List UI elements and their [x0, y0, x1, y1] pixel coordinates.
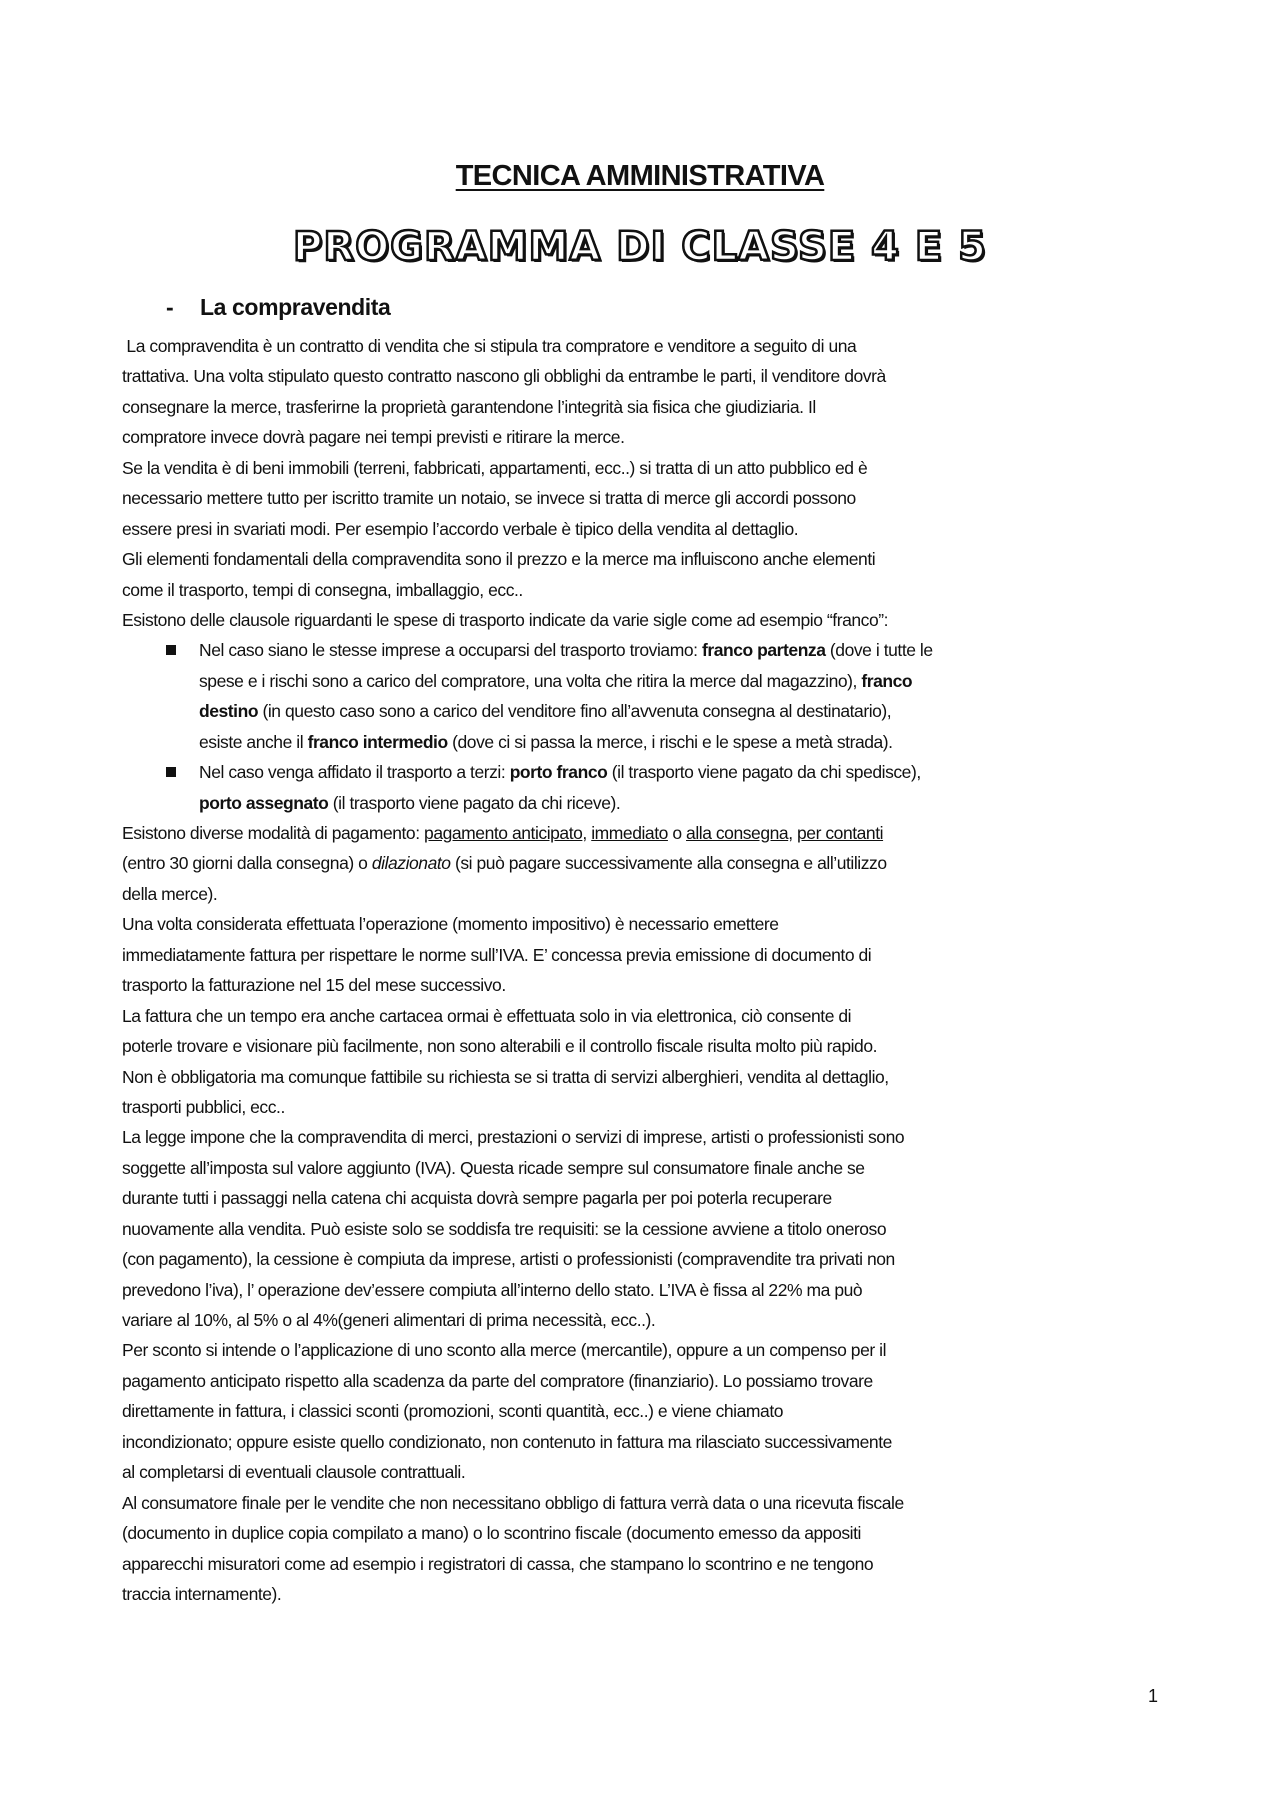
text-line — [122, 1214, 1167, 1244]
text-line — [122, 1518, 1167, 1548]
underlined-term: alla consegna — [686, 823, 789, 843]
text-segment: immediatamente fattura per rispettare le norme sull’IVA. E’ concessa previa emissione di documento di — [122, 944, 872, 965]
text-line — [122, 1549, 1167, 1579]
text-line — [122, 1427, 1167, 1457]
text-line — [122, 575, 1167, 605]
heading-dash: - — [166, 294, 174, 320]
text-segment: necessario mettere tutto per iscritto tramite un notaio, se invece si tratta di merce gli accordi possono — [122, 488, 856, 509]
text-line — [122, 392, 1167, 422]
underlined-term: per contanti — [797, 823, 884, 843]
text-line — [122, 696, 1167, 726]
text-segment: apparecchi misuratori come ad esempio i registratori di cassa, che stampano lo scontrino e ne tengono — [122, 1553, 874, 1574]
underlined-term: pagamento anticipato — [424, 823, 583, 843]
text-segment: La compravendita è un contratto di vendita che si stipula tra compratore e venditore a seguito di una — [122, 336, 857, 356]
text-segment: al completarsi di eventuali clausole contrattuali. — [122, 1462, 466, 1483]
text-segment: consegnare la merce, trasferirne la proprietà garantendone l’integrità sia fisica che giudiziaria. Il — [122, 396, 816, 417]
text-line — [122, 970, 1167, 1000]
text-segment: La legge impone che la compravendita di merci, prestazioni o servizi di imprese, artisti o professionisti sono — [122, 1127, 905, 1148]
text-line — [122, 331, 1167, 361]
text-line — [122, 1062, 1167, 1092]
text-segment: (dove i tutte le — [825, 640, 933, 661]
bullet-item-line — [122, 757, 1167, 787]
text-segment: Una volta considerata effettuata l’operazione (momento impositivo) è necessario emettere — [122, 914, 779, 935]
text-line — [122, 1457, 1167, 1487]
text-line — [122, 1488, 1167, 1518]
text-segment: (in questo caso sono a carico del venditore fino all’avvenuta consegna al destinatario), — [258, 701, 892, 722]
underlined-term: immediato — [591, 823, 668, 843]
text-segment: della merce). — [122, 883, 218, 904]
square-bullet-icon — [166, 645, 176, 655]
bullet-item-line — [122, 635, 1167, 665]
text-segment: (con pagamento), la cessione è compiuta da imprese, artisti o professionisti (compravendite tra privati non — [122, 1249, 895, 1270]
text-segment: Esistono diverse modalità di pagamento: — [122, 823, 425, 843]
text-line — [122, 1031, 1167, 1061]
text-segment: , — [582, 823, 592, 843]
text-segment: , — [788, 823, 798, 843]
text-segment: poterle trovare e visionare più facilmente, non sono alterabili e il controllo fiscale risulta molto più rapido. — [122, 1036, 878, 1057]
text-segment: Al consumatore finale per le vendite che non necessitano obbligo di fattura verrà data o una ricevuta fiscale — [122, 1492, 904, 1513]
text-line — [122, 1153, 1167, 1183]
document-title: TECNICA AMMINISTRATIVA — [455, 160, 825, 192]
text-segment: direttamente in fattura, i classici sconti (promozioni, sconti quantità, ecc..) e viene chiamato — [122, 1401, 784, 1422]
text-line — [122, 1092, 1167, 1122]
text-line — [122, 1122, 1167, 1152]
text-segment: (entro 30 giorni dalla consegna) o — [122, 853, 372, 874]
text-segment: (documento in duplice copia compilato a mano) o lo scontrino fiscale (documento emesso da appositi — [122, 1523, 861, 1544]
text-segment: essere presi in svariati modi. Per esempio l’accordo verbale è tipico della vendita al dettaglio. — [122, 518, 799, 539]
text-line — [122, 1305, 1167, 1335]
text-segment: Gli elementi fondamentali della compravendita sono il prezzo e la merce ma influiscono anche elementi — [122, 549, 876, 570]
text-segment: (si può pagare successivamente alla consegna e all’utilizzo — [450, 853, 887, 874]
text-segment: Se la vendita è di beni immobili (terreni, fabbricati, appartamenti, ecc..) si tratta di un atto pubblico ed è — [122, 457, 868, 478]
bold-term: franco intermedio — [307, 731, 448, 752]
text-segment: compratore invece dovrà pagare nei tempi previsti e ritirare la merce. — [122, 427, 625, 448]
text-segment: Per sconto si intende o l’applicazione di uno sconto alla merce (mercantile), oppure a un compenso per il — [122, 1340, 887, 1361]
text-line — [122, 1183, 1167, 1213]
text-segment: trasporto la fatturazione nel 15 del mese successivo. — [122, 975, 506, 996]
text-segment: soggette all’imposta sul valore aggiunto (IVA). Questa ricade sempre sul consumatore finale anche se — [122, 1157, 865, 1178]
text-segment: (il trasporto viene pagato da chi spedisce), — [607, 762, 921, 783]
text-line — [122, 514, 1167, 544]
text-segment: durante tutti i passaggi nella catena chi acquista dovrà sempre pagarla per poi poterla recuperare — [122, 1188, 832, 1209]
text-segment: prevedono l’iva), l’ operazione dev’essere compiuta all’interno dello stato. L’IVA è fissa al 22% ma può — [122, 1279, 863, 1300]
text-line — [122, 1579, 1167, 1609]
text-line — [122, 788, 1167, 818]
text-line — [122, 1244, 1167, 1274]
text-segment: trattativa. Una volta stipulato questo contratto nascono gli obblighi da entrambe le parti, il venditore dovrà — [122, 366, 886, 387]
text-segment: Nel caso venga affidato il trasporto a terzi: — [199, 762, 510, 783]
text-line — [122, 818, 1167, 848]
text-line — [122, 605, 1167, 635]
text-segment: (dove ci si passa la merce, i rischi e le spese a metà strada). — [447, 731, 893, 752]
text-segment: o — [667, 823, 687, 843]
text-line — [122, 666, 1167, 696]
text-line — [122, 1275, 1167, 1305]
text-segment: traccia internamente). — [122, 1583, 282, 1604]
italic-term: dilazionato — [371, 853, 451, 874]
text-segment: trasporti pubblici, ecc.. — [122, 1096, 285, 1117]
text-line — [122, 453, 1167, 483]
text-line — [122, 422, 1167, 452]
bold-term: porto assegnato — [199, 792, 329, 813]
text-segment: La fattura che un tempo era anche cartacea ormai è effettuata solo in via elettronica, ciò consente di — [122, 1005, 852, 1026]
text-line — [122, 727, 1167, 757]
text-line — [122, 879, 1167, 909]
text-line — [122, 1366, 1167, 1396]
text-line — [122, 544, 1167, 574]
document-subtitle-stamp: PROGRAMMA DI CLASSE 4 E 5 — [293, 224, 987, 270]
text-segment: spese e i rischi sono a carico del compratore, una volta che ritira la merce dal magazzino), — [199, 670, 862, 691]
text-line — [122, 1335, 1167, 1365]
text-line — [122, 909, 1167, 939]
text-segment: esiste anche il — [199, 731, 308, 752]
body-text — [122, 331, 1167, 1609]
text-segment: pagamento anticipato rispetto alla scadenza da parte del compratore (finanziario). Lo possiamo trovare — [122, 1370, 873, 1391]
text-line — [122, 1396, 1167, 1426]
page-number: 1 — [1148, 1686, 1159, 1706]
text-segment: Esistono delle clausole riguardanti le spese di trasporto indicate da varie sigle come ad esempio “franco”: — [122, 609, 889, 630]
text-line — [122, 361, 1167, 391]
text-segment: incondizionato; oppure esiste quello condizionato, non contenuto in fattura ma rilasciato successivamente — [122, 1431, 892, 1452]
text-segment: variare al 10%, al 5% o al 4%(generi alimentari di prima necessità, ecc..). — [122, 1310, 656, 1330]
bold-term: porto franco — [509, 762, 608, 783]
heading-text: La compravendita — [200, 294, 391, 320]
text-line — [122, 483, 1167, 513]
bold-term: franco partenza — [701, 640, 826, 661]
text-line — [122, 848, 1167, 878]
bold-term: franco — [861, 670, 913, 691]
text-line — [122, 1001, 1167, 1031]
square-bullet-icon — [166, 767, 176, 777]
text-segment: Non è obbligatoria ma comunque fattibile su richiesta se si tratta di servizi alberghieri, vendita al dettaglio, — [122, 1066, 889, 1087]
text-segment: come il trasporto, tempi di consegna, imballaggio, ecc.. — [122, 579, 523, 600]
text-segment: Nel caso siano le stesse imprese a occuparsi del trasporto troviamo: — [199, 640, 702, 661]
text-segment: nuovamente alla vendita. Può esiste solo se soddisfa tre requisiti: se la cessione avviene a titolo oneroso — [122, 1218, 887, 1239]
bold-term: destino — [199, 701, 259, 722]
text-segment: (il trasporto viene pagato da chi riceve). — [328, 792, 621, 813]
text-line — [122, 940, 1167, 970]
